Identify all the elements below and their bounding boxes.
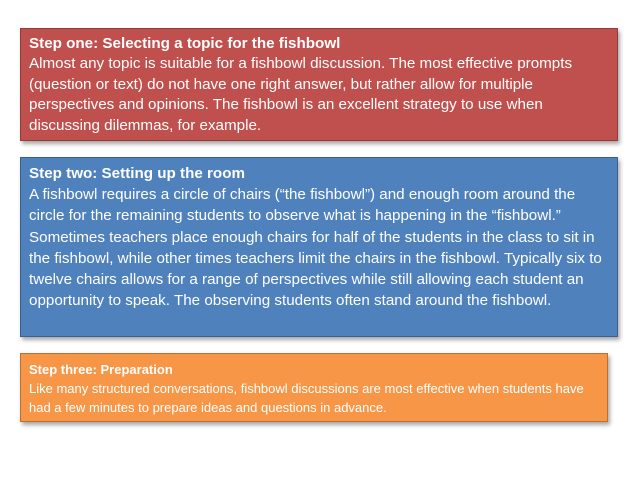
- step-three-box: [20, 353, 608, 422]
- step-one-heading: Step one: Selecting a topic for the fishbowl: [29, 35, 341, 52]
- step-two-heading: Step two: Setting up the room: [29, 165, 245, 182]
- step-one-box: [20, 28, 618, 141]
- step-two-body: A fishbowl requires a circle of chairs (“the fishbowl”) and enough room around the circle for the remaining students to observe what is happening in the “fishbowl.” Sometimes teachers place enough chairs for half of the students in the class to sit in the fishbowl, while other times teachers limit the chairs in the fishbowl. Typically six to twelve chairs allows for a range of perspectives while still allowing each student an opportunity to speak. The observing students often stand around the fishbowl.: [29, 186, 602, 310]
- step-one-body: Almost any topic is suitable for a fishbowl discussion. The most effective prompts (question or text) do not have one right answer, but rather allow for multiple perspectives and opinions. The fishbowl is an excellent strategy to use when discussing dilemmas, for example.: [29, 55, 573, 134]
- step-two-box: [20, 157, 618, 337]
- step-three-heading: Step three: Preparation: [29, 362, 173, 377]
- step-three-body: Like many structured conversations, fishbowl discussions are most effective when students have had a few minutes to prepare ideas and questions in advance.: [29, 381, 584, 415]
